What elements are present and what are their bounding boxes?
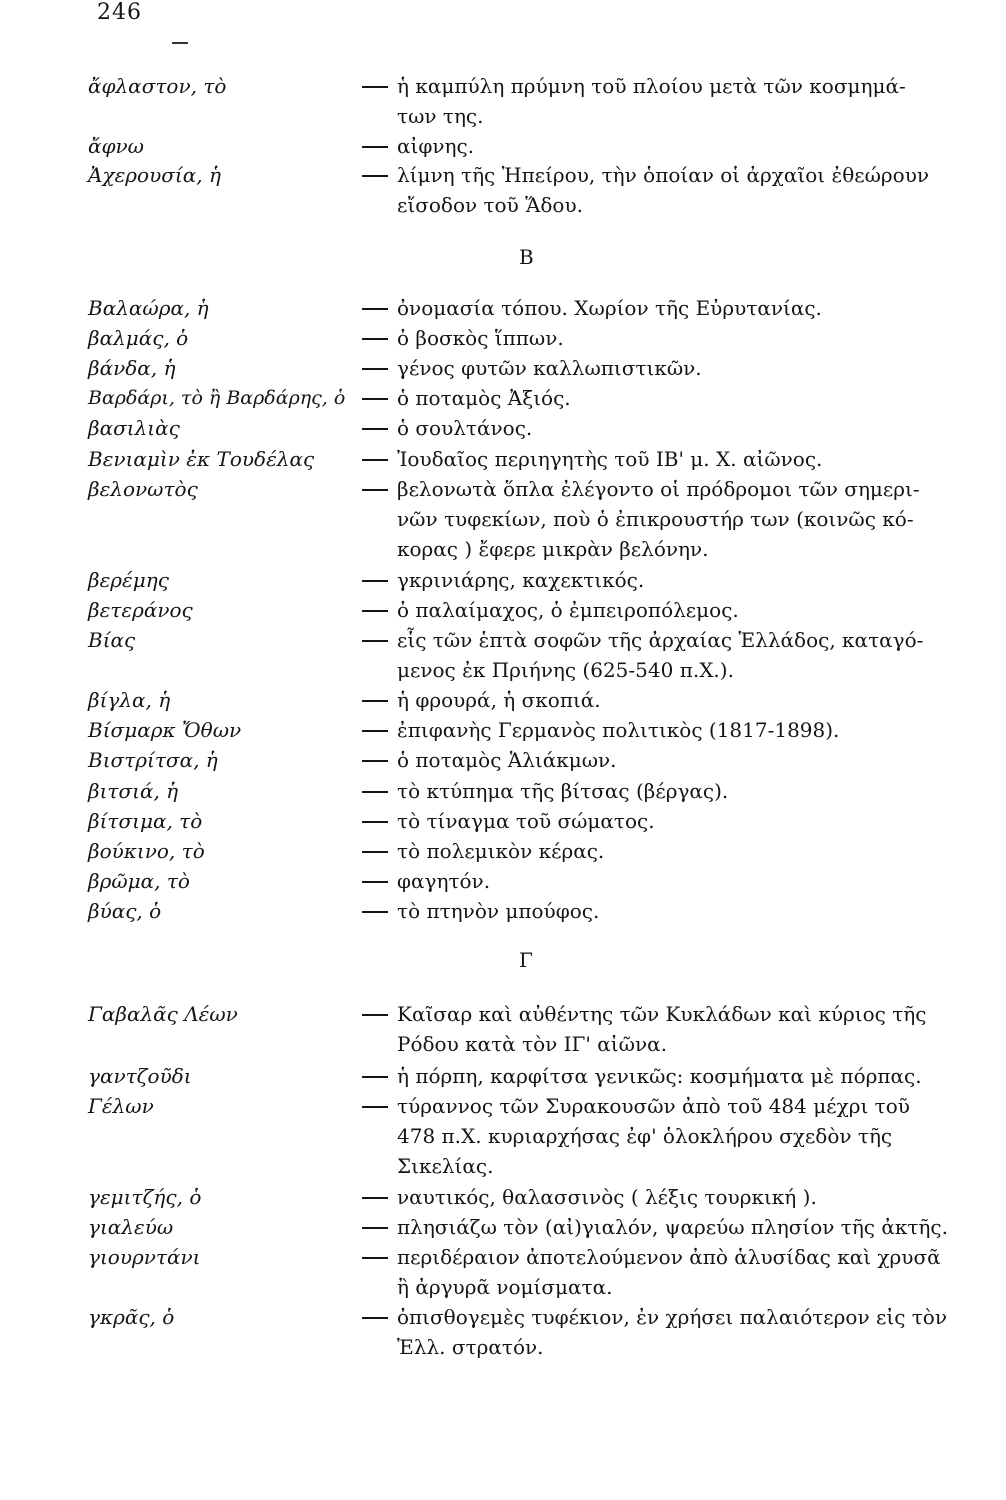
entry-term: βερέμης [88, 568, 169, 592]
entry-term: Βιστρίτσα, ἡ [88, 748, 218, 772]
entry-definition-line: ὁ σουλτάνος. [397, 416, 533, 440]
entry-dash [362, 851, 388, 853]
entry-term: Βαρδάρι, τὸ ἢ Βαρδάρης, ὁ [88, 387, 346, 409]
entry-dash [362, 175, 388, 177]
entry-definition-line: νῶν τυφεκίων, ποὺ ὁ ἐπικρουστήρ των (κοινῶς κό- [397, 507, 914, 531]
entry-definition-line: ὁ ποταμὸς Ἀξιός. [397, 386, 571, 410]
entry-dash [362, 580, 388, 582]
entry-term: βελονωτὸς [88, 477, 198, 501]
entry-dash [362, 338, 388, 340]
entry-definition-line: Ἰουδαῖος περιηγητὴς τοῦ ΙΒ' μ. Χ. αἰῶνος. [397, 447, 823, 471]
entry-term: βίτσιμα, τὸ [88, 809, 203, 833]
entry-dash [362, 1197, 388, 1199]
entry-dash [362, 1076, 388, 1078]
entry-definition-line: ὀπισθογεμὲς τυφέκιον, ἐν χρήσει παλαιότερον εἰς τὸν [397, 1305, 948, 1329]
entry-term: βάνδα, ἡ [88, 356, 176, 380]
entry-definition-line: εἴσοδον τοῦ Ἅδου. [397, 193, 583, 217]
entry-term: ἄφλαστον, τὸ [88, 74, 227, 98]
entry-definition-line: κορας ) ἔφερε μικρὰν βελόνην. [397, 537, 709, 561]
entry-term: Γαβαλᾶς Λέων [88, 1002, 238, 1026]
entry-definition-line: βελονωτὰ ὅπλα ἐλέγοντο οἱ πρόδρομοι τῶν σημερι- [397, 477, 920, 501]
entry-term: Ἀχερουσία, ἡ [88, 163, 221, 187]
entry-dash [362, 1227, 388, 1229]
entry-term: Γέλων [88, 1094, 154, 1118]
entry-definition-line: αἰφνης. [397, 134, 475, 158]
entry-term: γεμιτζής, ὁ [88, 1185, 202, 1209]
entry-definition-line: Σικελίας. [397, 1154, 494, 1178]
entry-definition-line: ὁ παλαίμαχος, ὁ ἐμπειροπόλεμος. [397, 598, 739, 622]
margin-mark [172, 42, 188, 44]
entry-term: βύας, ὁ [88, 899, 162, 923]
entry-dash [362, 791, 388, 793]
entry-term: βρῶμα, τὸ [88, 869, 190, 893]
entry-dash [362, 489, 388, 491]
entry-term: Βίας [88, 628, 136, 652]
entry-definition-line: τὸ πτηνὸν μπούφος. [397, 899, 600, 923]
entry-dash [362, 881, 388, 883]
entry-dash [362, 368, 388, 370]
entry-definition-line: μενος ἐκ Πριήνης (625-540 π.Χ.). [397, 658, 734, 682]
entry-term: γκρᾶς, ὁ [88, 1305, 175, 1329]
entry-dash [362, 86, 388, 88]
entry-dash [362, 640, 388, 642]
entry-definition-line: Ἑλλ. στρατόν. [397, 1335, 544, 1359]
entry-dash [362, 700, 388, 702]
entry-dash [362, 1106, 388, 1108]
entry-dash [362, 730, 388, 732]
entry-dash [362, 911, 388, 913]
entry-dash [362, 1317, 388, 1319]
entry-term: γαντζοῦδι [88, 1064, 192, 1088]
entry-definition-line: ναυτικός, θαλασσινὸς ( λέξις τουρκική ). [397, 1185, 817, 1209]
entry-term: Βαλαώρα, ἡ [88, 296, 209, 320]
entry-dash [362, 398, 388, 400]
entry-definition-line: τὸ κτύπημα τῆς βίτσας (βέργας). [397, 779, 729, 803]
entry-term: γιαλεύω [88, 1215, 174, 1239]
entry-term: Βενιαμὶν ἐκ Τουδέλας [88, 447, 315, 471]
entry-term: βούκινο, τὸ [88, 839, 205, 863]
entry-dash [362, 428, 388, 430]
entry-term: γιουρντάνι [88, 1245, 201, 1269]
entry-definition-line: πλησιάζω τὸν (αἰ)γιαλόν, ψαρεύω πλησίον τῆς ἀκτῆς. [397, 1215, 948, 1239]
section-letter: Γ [519, 948, 533, 972]
page-number: 246 [97, 0, 142, 25]
entry-term: βίγλα, ἡ [88, 688, 171, 712]
entry-definition-line: λίμνη τῆς Ἠπείρου, τὴν ὁποίαν οἱ ἀρχαῖοι ἐθεώρουν [397, 163, 930, 187]
entry-dash [362, 308, 388, 310]
entry-dash [362, 821, 388, 823]
entry-dash [362, 459, 388, 461]
entry-term: βαλμάς, ὁ [88, 326, 189, 350]
section-letter: Β [519, 245, 534, 269]
entry-definition-line: τὸ πολεμικὸν κέρας. [397, 839, 605, 863]
entry-term: βασιλιὰς [88, 416, 180, 440]
entry-dash [362, 760, 388, 762]
entry-definition-line: τύραννος τῶν Συρακουσῶν ἀπὸ τοῦ 484 μέχρι τοῦ [397, 1094, 910, 1118]
entry-definition-line: ἢ ἀργυρᾶ νομίσματα. [397, 1275, 613, 1299]
entry-definition-line: 478 π.Χ. κυριαρχήσας ἐφ' ὁλοκλήρου σχεδὸν τῆς [397, 1124, 893, 1148]
entry-definition-line: γκρινιάρης, καχεκτικός. [397, 568, 645, 592]
entry-definition-line: ὀνομασία τόπου. Χωρίον τῆς Εὐρυτανίας. [397, 296, 822, 320]
entry-definition-line: Καῖσαρ καὶ αὐθέντης τῶν Κυκλάδων καὶ κύριος τῆς [397, 1002, 927, 1026]
entry-definition-line: των της. [397, 104, 484, 128]
entry-term: ἄφνω [88, 134, 144, 158]
entry-definition-line: ἡ καμπύλη πρύμνη τοῦ πλοίου μετὰ τῶν κοσμημά- [397, 74, 906, 98]
entry-definition-line: ἡ φρουρά, ἡ σκοπιά. [397, 688, 601, 712]
entry-dash [362, 1257, 388, 1259]
entry-term: Βίσμαρκ Ὄθων [88, 718, 242, 742]
entry-definition-line: γένος φυτῶν καλλωπιστικῶν. [397, 356, 702, 380]
entry-dash [362, 610, 388, 612]
entry-definition-line: Ρόδου κατὰ τὸν ΙΓ' αἰῶνα. [397, 1032, 667, 1056]
entry-definition-line: εἷς τῶν ἑπτὰ σοφῶν τῆς ἀρχαίας Ἑλλάδος, καταγό- [397, 628, 924, 652]
entry-definition-line: ὁ ποταμὸς Ἁλιάκμων. [397, 748, 617, 772]
entry-definition-line: ἐπιφανὴς Γερμανὸς πολιτικὸς (1817-1898). [397, 718, 840, 742]
entry-definition-line: ἡ πόρπη, καρφίτσα γενικῶς: κοσμήματα μὲ πόρπας. [397, 1064, 922, 1088]
entry-definition-line: ὁ βοσκὸς ἵππων. [397, 326, 564, 350]
entry-definition-line: φαγητόν. [397, 869, 491, 893]
entry-definition-line: περιδέραιον ἀποτελούμενον ἀπὸ ἁλυσίδας καὶ χρυσᾶ [397, 1245, 941, 1269]
entry-term: βιτσιά, ἡ [88, 779, 179, 803]
entry-dash [362, 146, 388, 148]
entry-dash [362, 1014, 388, 1016]
entry-term: βετεράνος [88, 598, 193, 622]
entry-definition-line: τὸ τίναγμα τοῦ σώματος. [397, 809, 655, 833]
